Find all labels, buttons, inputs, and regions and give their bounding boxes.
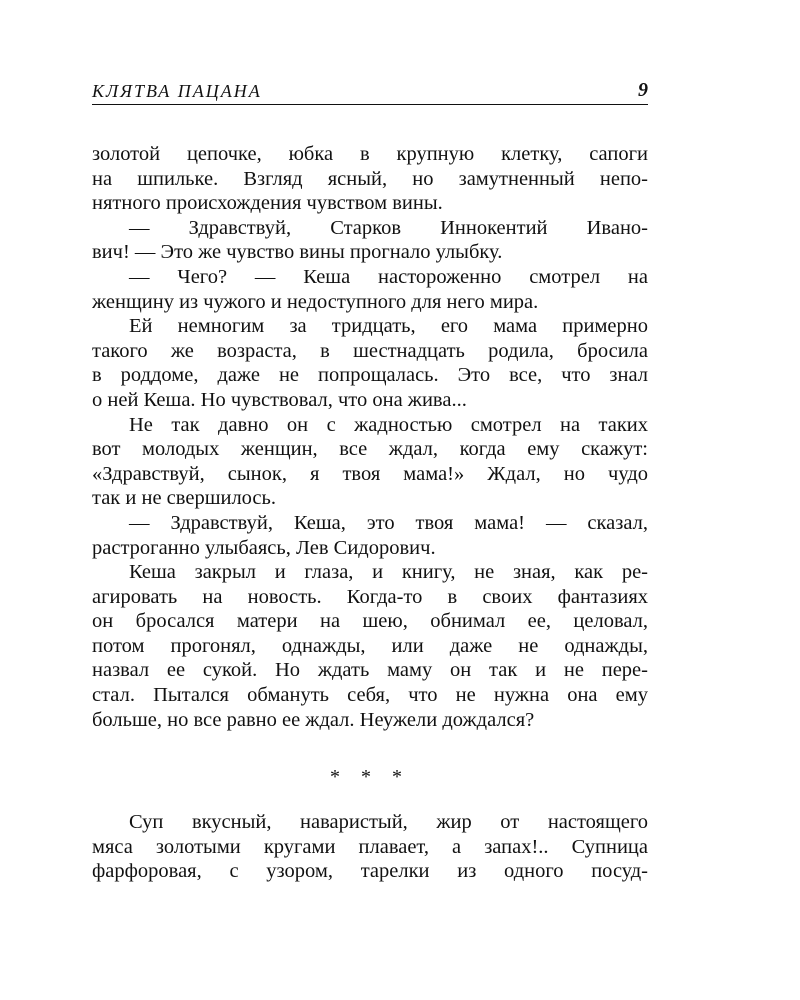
text-line: Ей немногим за тридцать, его мама примерно bbox=[129, 315, 648, 338]
text-line: стал. Пытался обмануть себя, что не нужна она ему bbox=[92, 684, 648, 707]
book-title: КЛЯТВА ПАЦАНА bbox=[92, 81, 262, 101]
text-line: о ней Кеша. Но чувствовал, что она жива... bbox=[92, 388, 467, 411]
text-line: Не так давно он с жадностью смотрел на таких bbox=[129, 413, 648, 436]
text-line: вот молодых женщин, все ждал, когда ему скажут: bbox=[92, 438, 648, 461]
text-line: в роддоме, даже не попрощалась. Это все, что знал bbox=[92, 364, 648, 387]
section-separator: * * * bbox=[330, 766, 410, 788]
text-line: нятного происхождения чувством вины. bbox=[92, 192, 443, 215]
text-line: — Здравствуй, Старков Иннокентий Ивано- bbox=[129, 216, 648, 239]
text-line: так и не свершилось. bbox=[92, 487, 277, 510]
text-line: Суп вкусный, наваристый, жир от настоящего bbox=[129, 811, 648, 833]
text-line: агировать на новость. Когда-то в своих фантазиях bbox=[92, 585, 648, 608]
text-line: — Здравствуй, Кеша, это твоя мама! — сказал, bbox=[129, 511, 648, 534]
page-number: 9 bbox=[638, 79, 648, 101]
text-line: «Здравствуй, сынок, я твоя мама!» Ждал, но чудо bbox=[92, 462, 648, 485]
text-line: фарфоровая, с узором, тарелки из одного посуд- bbox=[92, 860, 648, 883]
body-text-section-2 bbox=[92, 810, 648, 884]
text-line: на шпильке. Взгляд ясный, но замутненный непо- bbox=[92, 167, 648, 190]
text-line: женщину из чужого и недоступного для него мира. bbox=[92, 290, 539, 313]
text-line: золотой цепочке, юбка в крупную клетку, сапоги bbox=[92, 143, 648, 165]
book-page bbox=[92, 0, 648, 1000]
text-line: мяса золотыми кругами плавает, а запах!.. Супница bbox=[92, 835, 648, 858]
text-line: потом прогонял, однажды, или даже не однажды, bbox=[92, 634, 648, 657]
text-line: вич! — Это же чувство вины прогнало улыбку. bbox=[92, 241, 503, 264]
text-line: назвал ее сукой. Но ждать маму он так и не пере- bbox=[92, 659, 648, 682]
text-line: такого же возраста, в шестнадцать родила, бросила bbox=[92, 339, 648, 362]
text-line: Кеша закрыл и глаза, и книгу, не зная, как ре- bbox=[129, 561, 648, 584]
text-line: растроганно улыбаясь, Лев Сидорович. bbox=[92, 536, 436, 559]
text-line: он бросался матери на шею, обнимал ее, целовал, bbox=[92, 610, 648, 633]
body-text bbox=[92, 142, 648, 732]
text-line: — Чего? — Кеша настороженно смотрел на bbox=[129, 265, 648, 288]
running-header bbox=[92, 80, 648, 105]
text-line: больше, но все равно ее ждал. Неужели дождался? bbox=[92, 708, 535, 731]
